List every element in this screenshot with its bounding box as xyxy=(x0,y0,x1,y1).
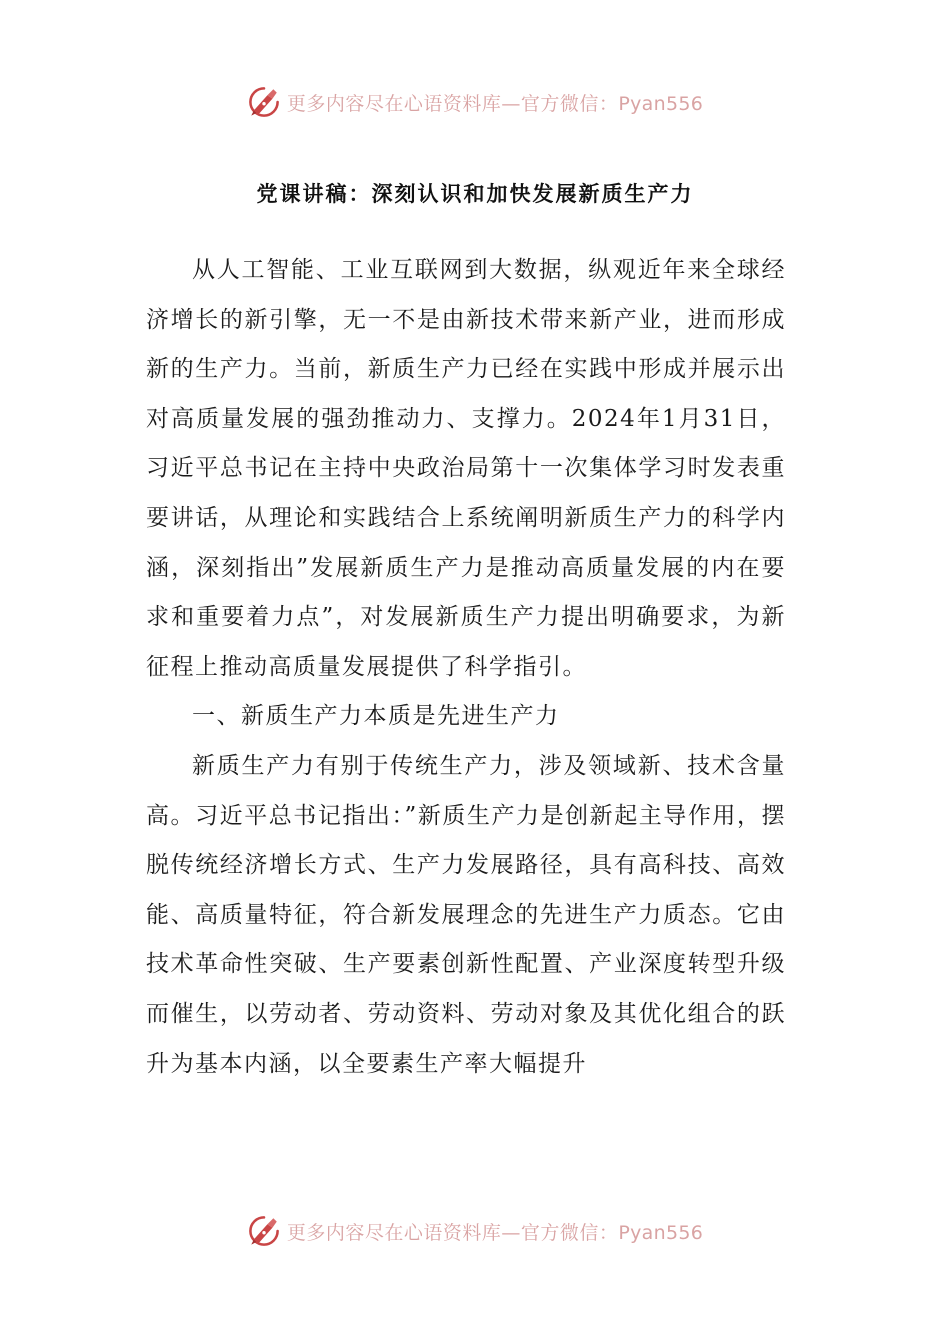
watermark-wechat-id: Pyan556 xyxy=(618,1221,704,1244)
paragraph-intro: 从人工智能、工业互联网到大数据，纵观近年来全球经济增长的新引擎，无一不是由新技术带来新产业，进而形成新的生产力。当前，新质生产力已经在实践中形成并展示出对高质量发展的强劲推动力、支撑力。2024年1月31日，习近平总书记在主持中央政治局第十一次集体学习时发表重要讲话，从理论和实践结合上系统阐明新质生产力的科学内涵，深刻指出”发展新质生产力是推动高质量发展的内在要求和重要着力点”，对发展新质生产力提出明确要求，为新征程上推动高质量发展提供了科学指引。 xyxy=(146,257,786,680)
watermark-text: 更多内容尽在心语资料库—官方微信：Pyan556 xyxy=(286,92,704,115)
paragraph-section-1: 新质生产力有别于传统生产力，涉及领域新、技术含量高。习近平总书记指出：”新质生产力是创新起主导作用，摆脱传统经济增长方式、生产力发展路径，具有高科技、高效能、高质量特征，符合新发展理念的先进生产力质态。它由技术革命性突破、生产要素创新性配置、产业深度转型升级而催生，以劳动者、劳动资料、劳动对象及其优化组合的跃升为基本内涵，以全要素生产率大幅提升 xyxy=(146,752,786,1077)
pen-nib-circle-logo-icon xyxy=(247,85,281,119)
watermark-footer xyxy=(0,1211,950,1251)
document-title: 党课讲稿：深刻认识和加快发展新质生产力 xyxy=(256,181,694,206)
watermark-text: 更多内容尽在心语资料库—官方微信：Pyan556 xyxy=(286,1221,704,1244)
watermark-header xyxy=(0,82,950,122)
section-heading-1: 一、新质生产力本质是先进生产力 xyxy=(192,703,560,730)
pen-nib-circle-logo-icon xyxy=(247,1214,281,1248)
document-body xyxy=(146,246,786,1089)
watermark-wechat-id: Pyan556 xyxy=(618,92,704,115)
